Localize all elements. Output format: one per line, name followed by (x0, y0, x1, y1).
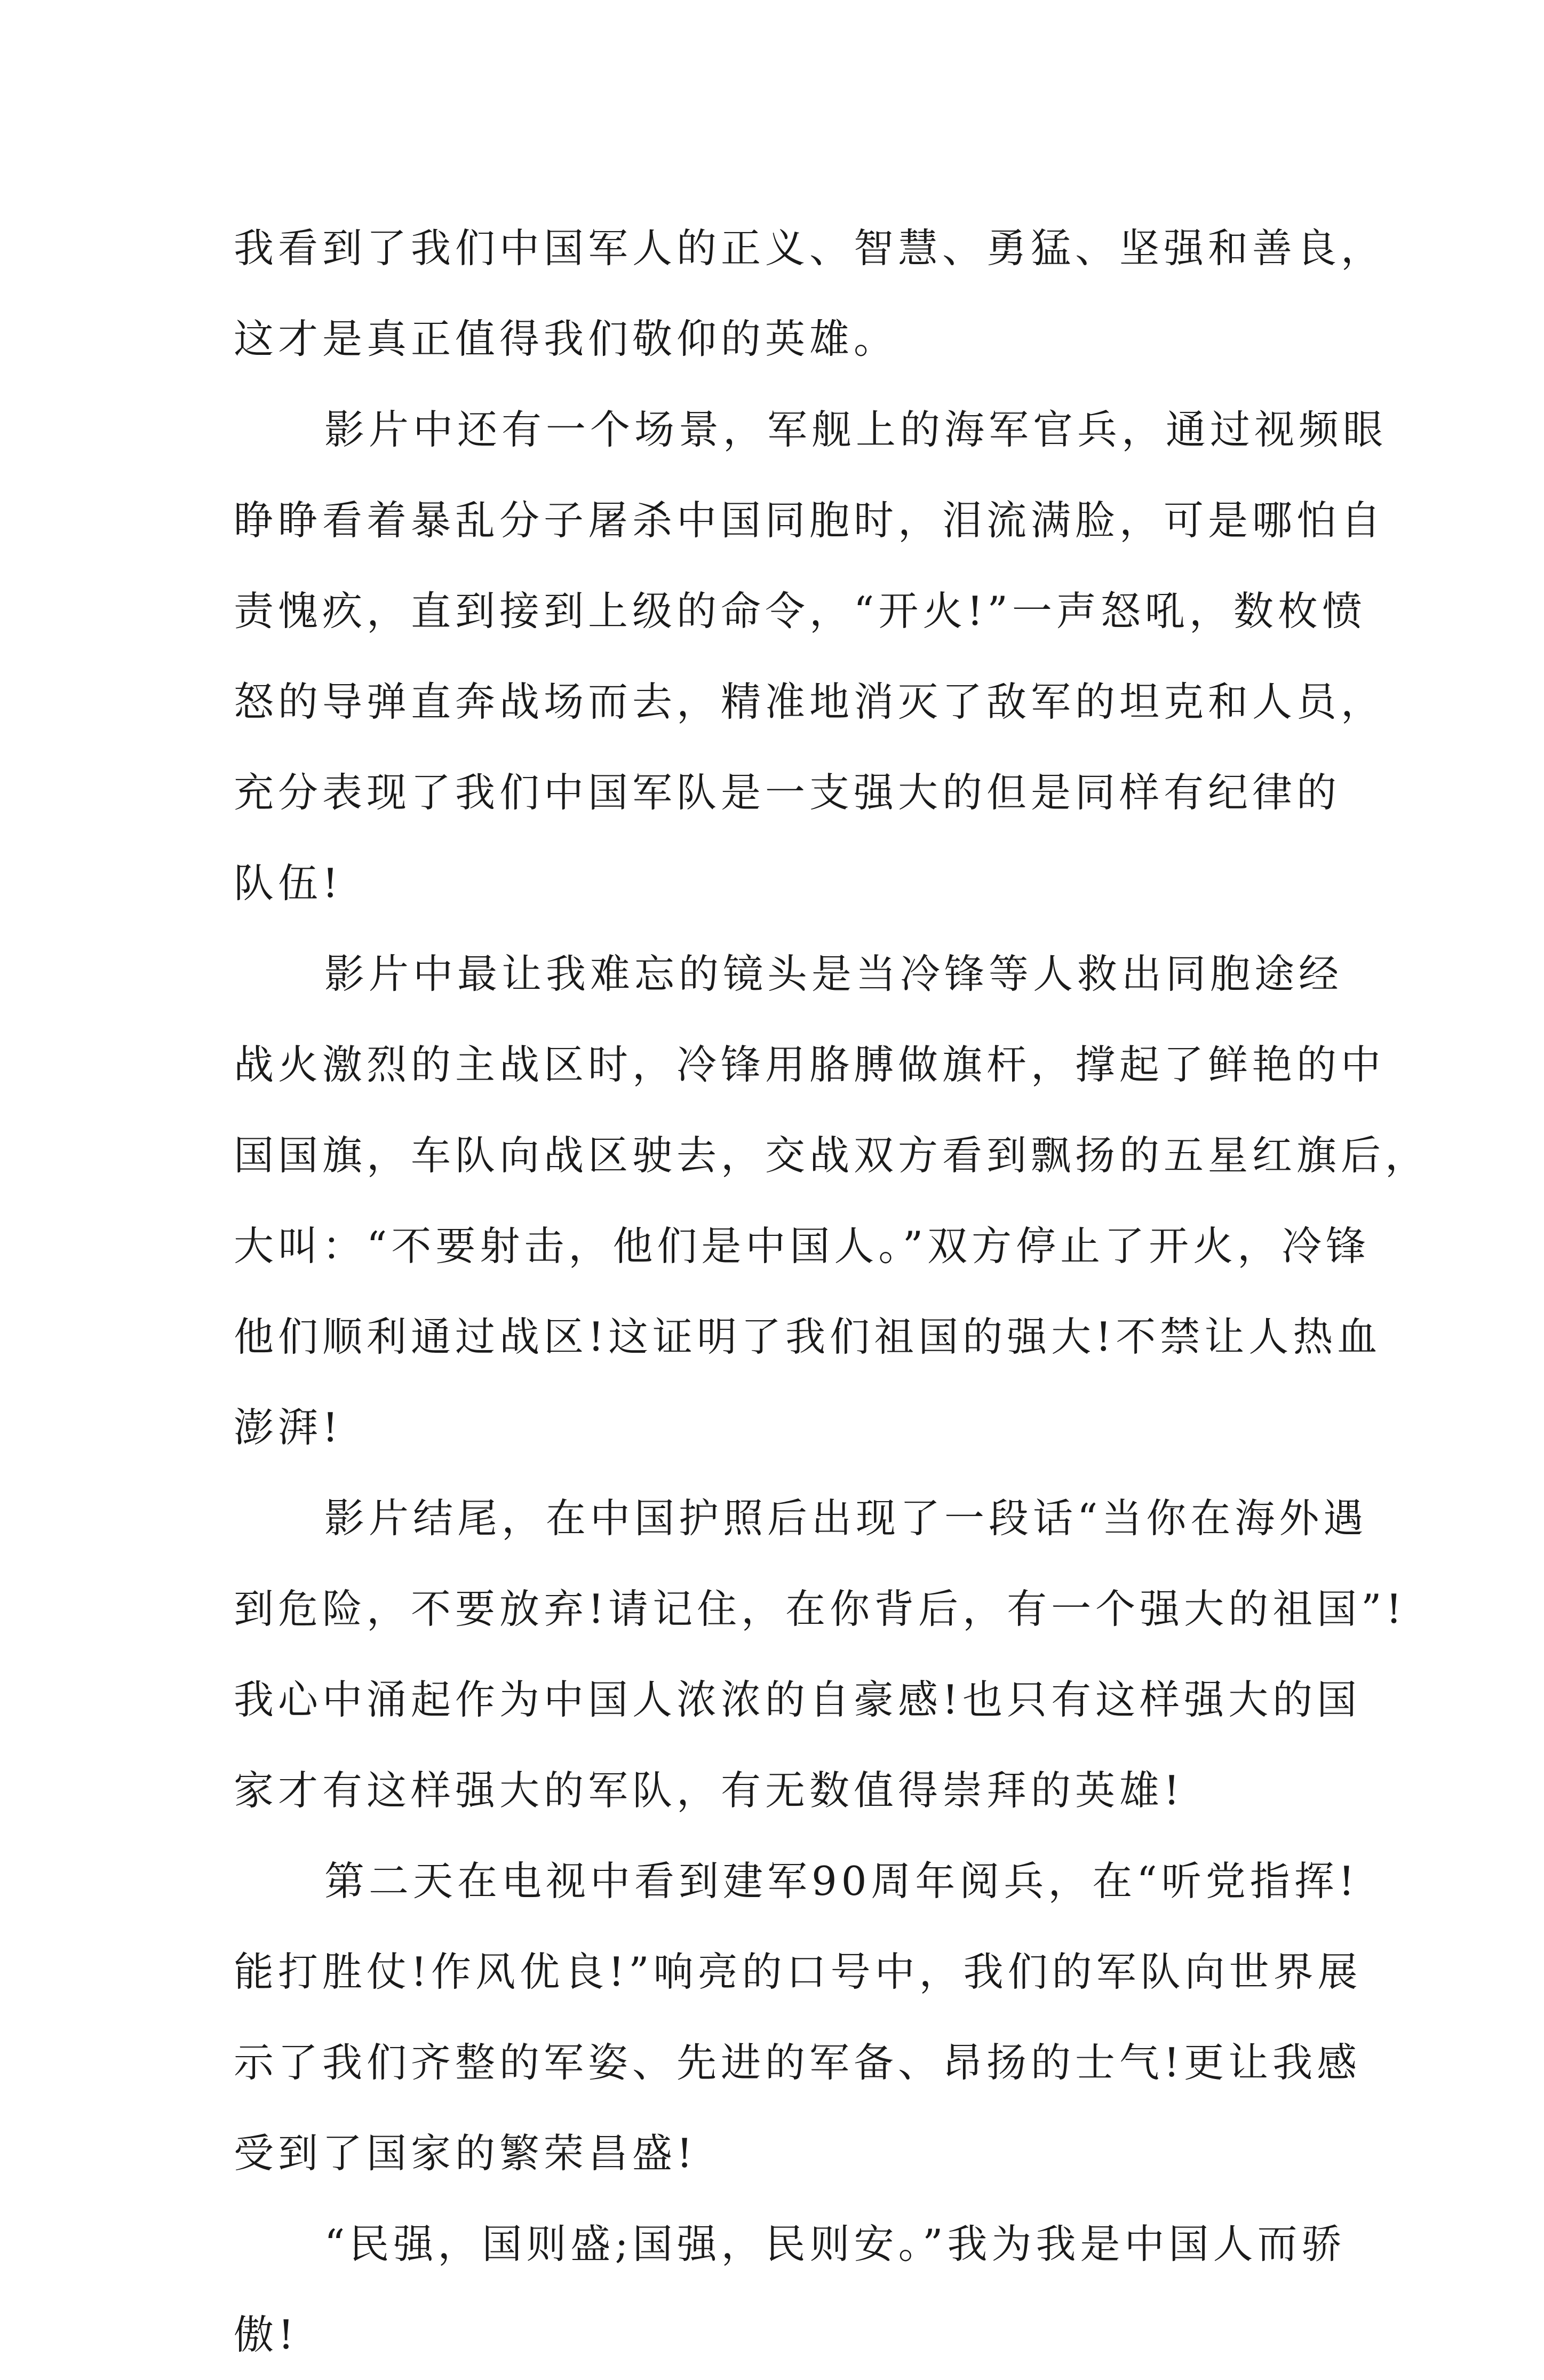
text-line: 傲! (234, 2311, 299, 2358)
paragraph-first-line: 影片结尾，在中国护照后出现了一段话“当你在海外遇 (324, 1495, 1368, 1542)
text-line: 澎湃! (234, 1404, 343, 1451)
text-line: 受到了国家的繁荣昌盛! (234, 2130, 697, 2177)
text-line: 充分表现了我们中国军队是一支强大的但是同样有纪律的 (234, 769, 1341, 816)
text-line: 到危险，不要放弃!请记住，在你背后，有一个强大的祖国”! (234, 1585, 1406, 1632)
text-line: 家才有这样强大的军队，有无数值得崇拜的英雄! (234, 1767, 1184, 1814)
text-line: 示了我们齐整的军姿、先进的军备、昂扬的士气!更让我感 (234, 2039, 1362, 2086)
text-line: 国国旗，车队向战区驶去，交战双方看到飘扬的五星红旗后， (234, 1132, 1430, 1179)
document-body (234, 203, 1430, 2380)
text-line: 队伍! (234, 860, 343, 907)
text-line: 责愧疚，直到接到上级的命令，“开火!”一声怒吼，数枚愤 (234, 588, 1366, 634)
text-line: 大叫：“不要射击，他们是中国人。”双方停止了开火，冷锋 (234, 1223, 1371, 1270)
paragraph-first-line: 影片中最让我难忘的镜头是当冷锋等人救出同胞途经 (324, 950, 1343, 997)
text-line: 他们顺利通过战区!这证明了我们祖国的强大!不禁让人热血 (234, 1313, 1382, 1360)
text-line: 我看到了我们中国军人的正义、智慧、勇猛、坚强和善良， (234, 225, 1386, 272)
paragraph-first-line: “民强，国则盛;国强，民则安。”我为我是中国人而骄 (324, 2220, 1346, 2267)
paragraph-first-line: 第二天在电视中看到建军90周年阅兵，在“听党指挥! (324, 1858, 1359, 1905)
paragraph-first-line: 影片中还有一个场景，军舰上的海军官兵，通过视频眼 (324, 406, 1388, 453)
text-line: 这才是真正值得我们敬仰的英雄。 (234, 315, 898, 362)
text-line: 睁睁看着暴乱分子屠杀中国同胞时，泪流满脸，可是哪怕自 (234, 497, 1386, 544)
text-line: 怒的导弹直奔战场而去，精准地消灭了敌军的坦克和人员， (234, 678, 1386, 725)
text-line: 战火激烈的主战区时，冷锋用胳膊做旗杆，撑起了鲜艳的中 (234, 1041, 1386, 1088)
text-line: 我心中涌起作为中国人浓浓的自豪感!也只有这样强大的国 (234, 1676, 1362, 1723)
text-line: 能打胜仗!作风优良!”响亮的口号中，我们的军队向世界展 (234, 1948, 1362, 1995)
